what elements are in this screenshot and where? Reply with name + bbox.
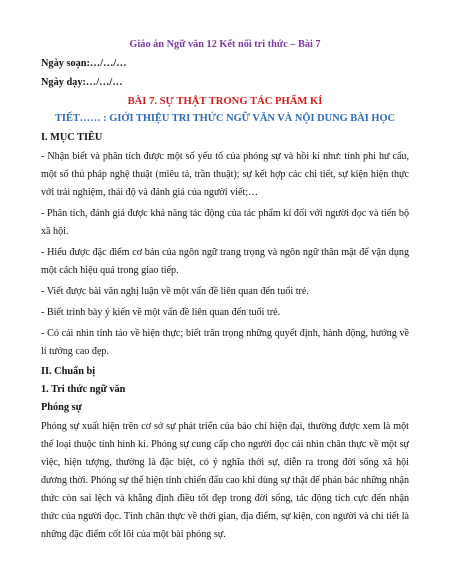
lesson-subtitle: TIẾT…… : GIỚI THIỆU TRI THỨC NGỮ VĂN VÀ NỘI DUNG BÀI HỌC	[54, 113, 396, 124]
document-body	[41, 38, 409, 547]
body-paragraph: Phóng sự xuất hiện trên cơ sở sự phát triển của báo chí hiện đại, thường được xem là một thể loại thuộc tính hình kí. Phóng sự cung cấp cho người đọc cái nhìn chân thực về một sự việc, hiện tượng, thường là đặc biệt, có ý nghĩa thời sự, diễn ra trong đời sống xã hội đương thời. Phóng sự thể hiện tinh chiến đấu cao khi dùng sự thật để phản bác những nhận thức còn sai lệch và khẳng định điều tốt đẹp trong đời sống, tác động tích cực đến nhận thức của người đọc. Tính chân thực về thời gian, địa điểm, sự kiện, con người và chi tiết là những đặc điểm cốt lõi của một bài phóng sự.	[41, 421, 409, 540]
document-title: Giáo án Ngữ văn 12 Kết nối tri thức – Bài 7	[129, 39, 321, 50]
objective-item: - Viết được bài văn nghị luận về một vấn đề liên quan đến tuổi trẻ.	[41, 286, 309, 297]
objective-item: - Phân tích, đánh giá được khả năng tác động của tác phẩm kí đối với người đọc và tiến bộ xã hội.	[41, 208, 409, 237]
term-heading: Phóng sự	[41, 402, 82, 413]
section-preparation-heading: II. Chuẩn bị	[41, 366, 96, 377]
section-objectives-heading: I. MỤC TIÊU	[41, 132, 103, 143]
objective-item: - Có cái nhìn tỉnh táo về hiện thực; biết trân trọng những quyết định, hành động, hướng về lí tưởng cao đẹp.	[41, 328, 409, 357]
objective-item: - Hiểu được đặc điểm cơ bản của ngôn ngữ trang trọng và ngôn ngữ thân mật để vận dụng một cách hiệu quả trong giao tiếp.	[41, 247, 409, 276]
subsection-knowledge-heading: 1. Tri thức ngữ văn	[41, 384, 126, 395]
lesson-title: BÀI 7. SỰ THẬT TRONG TÁC PHẨM KÍ	[127, 96, 323, 107]
objective-item: - Nhận biết và phân tích được một số yếu tố của phóng sự và hồi kí như: tính phi hư cấu, một số thủ pháp nghệ thuật (miêu tả, trần thuật); sự kết hợp các chi tiết, sự kiện hiện thực với trải nghiệm, thái độ và đánh giá của người viết;…	[41, 151, 409, 198]
date-taught: Ngày dạy:…/…/…	[41, 77, 123, 88]
objective-item: - Biết trình bày ý kiến về một vấn đề liên quan đến tuổi trẻ.	[41, 307, 281, 318]
date-prepared: Ngày soạn:…/…/…	[41, 58, 127, 69]
